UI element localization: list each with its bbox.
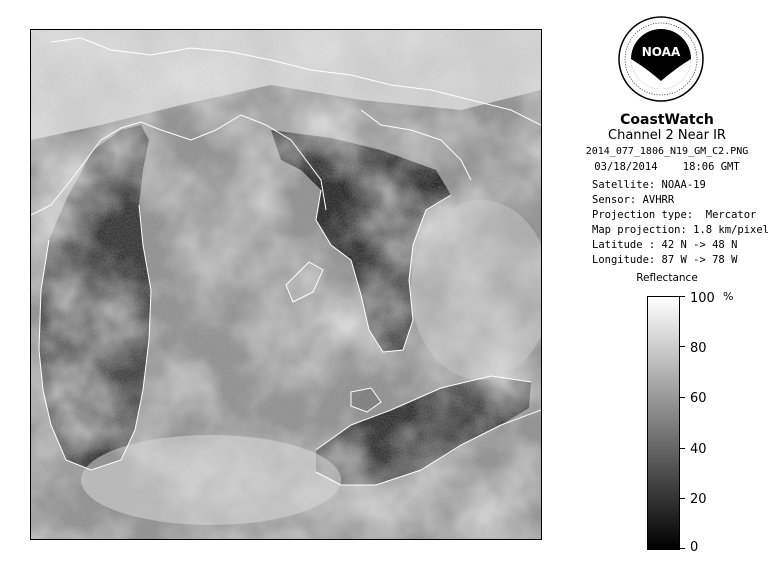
tick-label-40: 40 xyxy=(690,442,707,457)
tick-label-20: 20 xyxy=(690,492,707,507)
tick-mark-0 xyxy=(680,548,685,549)
sensor-line: Sensor: AVHRR xyxy=(592,194,675,206)
satellite-image xyxy=(30,29,542,540)
projection-type-line: Projection type: Mercator xyxy=(592,209,757,221)
latitude-line: Latitude : 42 N -> 48 N xyxy=(592,239,738,251)
tick-mark-40 xyxy=(680,448,685,449)
satellite-image-svg xyxy=(31,30,541,539)
legend-unit: % xyxy=(723,290,734,303)
tick-label-100: 100 xyxy=(690,291,715,306)
satellite-line: Satellite: NOAA-19 xyxy=(592,179,706,191)
noaa-logo xyxy=(618,16,704,102)
tick-mark-100 xyxy=(680,296,685,297)
tick-label-60: 60 xyxy=(690,391,707,406)
logo-text: NOAA xyxy=(641,45,681,59)
file-name: 2014_077_1806_N19_GM_C2.PNG xyxy=(585,146,749,157)
acquisition-datetime: 03/18/2014 18:06 GMT xyxy=(594,161,740,173)
map-projection-line: Map projection: 1.8 km/pixel xyxy=(592,224,770,236)
legend-title: Reflectance xyxy=(636,272,698,284)
tick-label-80: 80 xyxy=(690,341,707,356)
channel-label: Channel 2 Near IR xyxy=(608,128,726,143)
tick-mark-20 xyxy=(680,498,685,499)
tick-mark-80 xyxy=(680,346,685,347)
product-title: CoastWatch xyxy=(620,112,714,128)
tick-label-0: 0 xyxy=(690,540,699,555)
longitude-line: Longitude: 87 W -> 78 W xyxy=(592,254,738,266)
reflectance-colorbar xyxy=(647,296,680,550)
tick-mark-60 xyxy=(680,397,685,398)
metadata-list xyxy=(592,178,769,268)
